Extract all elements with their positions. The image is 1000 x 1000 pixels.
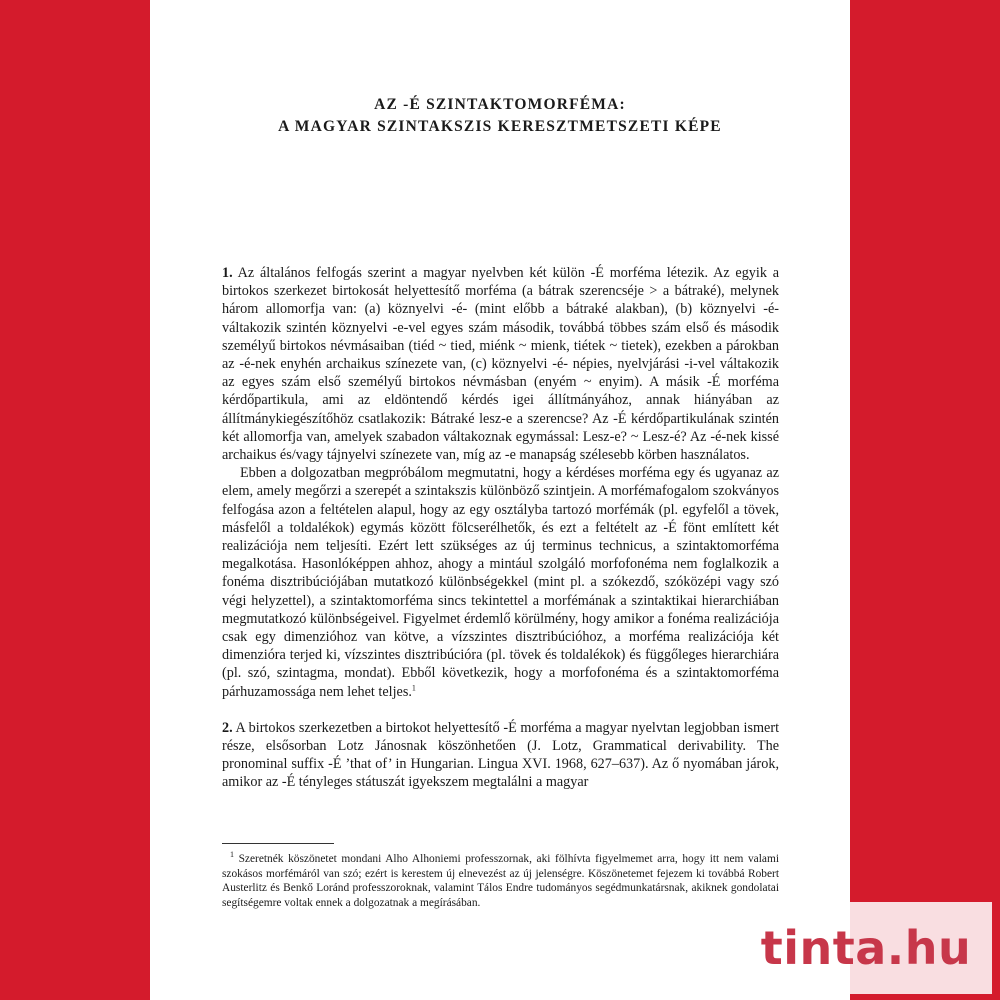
footnote: [222, 852, 779, 910]
section-1-number: 1.: [222, 265, 233, 281]
chapter-title-line-2: A MAGYAR SZINTAKSZIS KERESZTMETSZETI KÉPE: [278, 118, 722, 135]
footnote-divider: [222, 843, 334, 844]
section-2-paragraph-1-text: A birtokos szerkezetben a birtokot helyettesítő -É morféma a magyar nyelvtan legjobban ismert része, elsősorban Lotz Jánosnak köszönhetően (J. Lotz, Grammatical derivability. The pronominal suffix -É ’that of’ in Hungarian. Lingua XVI. 1968, 627–637). Az ő nyomában járok, amikor az -É tényleges státuszát igyekszem megtalálni a magyar: [222, 719, 780, 791]
section-1-paragraph-2: [222, 464, 779, 701]
footnote-reference[interactable]: 1: [411, 682, 416, 692]
section-1-paragraph-1-text: Az általános felfogás szerint a magyar nyelvben két külön -É morféma létezik. Az egyik a birtokos szerkezet birtokosát helyettesítő morféma (a bátrak szerencséje > a bátraké), melynek három allomorfja van: (a) köznyelvi -é- (mint előbb a bátraké alakban), (b) köznyelvi -é- váltakozik szintén köznyelvi -e-vel egyes szám második, továbbá többes szám első és második személyű birtokos névmásaiban (tiéd ~ tied, miénk ~ mienk, tiétek ~ tietek), ezekben a párokban az -é-nek enyhén archaikus színezete van, (c) köznyelvi -é- népies, nyelvjárási -i-vel váltakozik az egyes szám első személyű birtokos névmásban (enyém ~ enyim). A másik -É morféma kérdőpartikula, ami az eldöntendő kérdés igei állítmányához, annak hiányában az állítmánykiegészítőhöz csatlakozik: Bátraké lesz-e a szerencse? Az -É kérdőpartikulának szintén két allomorfja van, amelyek szabadon váltakoznak egymással: Lesz-e? ~ Lesz-é? Az -é-nek kissé archaikus és/vagy tájnyelvi színezete van, míg az -e manapság szélesebb körben használatos.: [222, 265, 779, 464]
section-2-number: 2.: [222, 719, 233, 736]
section-1-paragraph-1: [222, 264, 779, 464]
footnote-mark: 1: [230, 850, 234, 860]
chapter-title-line-1: AZ -É SZINTAKTOMORFÉMA:: [374, 96, 626, 113]
tinta-watermark-logo: tinta.hu: [740, 902, 992, 994]
chapter-title: [150, 94, 850, 138]
footnote-text: Szeretnék köszönetet mondani Alho Alhoniemi professzornak, aki fölhívta figyelmemet arra, hogy itt nem valami szokásos morfémáról van szó; ezért is kerestem új elnevezést az új jelenségre. Köszönetemet fejezem ki továbbá Robert Austerlitz és Benkő Loránd professzoroknak, valamint Tálos Endre tudományos segédmunkatársnak, akiknek gondolatai segítségemre voltak ennek a dolgozatnak a megírásában.: [222, 853, 779, 909]
section-2-paragraph-1: [222, 719, 779, 792]
section-1-paragraph-2-text: Ebben a dolgozatban megpróbálom megmutatni, hogy a kérdéses morféma egy és ugyanaz az elem, amely megőrzi a szerepét a szintakszis különböző szintjein. A morfémafogalom szokványos felfogása azon a feltételen alapul, hogy az egy osztályba tartozó morfémák (pl. egyfelől a tövek, másfelől a toldalékok) egymás között fölcserélhetők, és ezt a feltételt az -É fönt említett két realizációja nem teljesíti. Ezért lett szükséges az új terminus technicus, a szintaktomorféma megalkotása. Hasonlóképpen ahhoz, ahogy a mintául szolgáló morfofonéma nem foglalkozik a fonéma disztribúciójában mutatkozó különbségekkel (mint pl. a szókezdő, szóközépi vagy szó végi helyzettel), a szintaktomorféma sincs tekintettel a morfémának a szintaktikai hierarchiában megmutatkozó különbségeivel. Figyelmet érdemlő körülmény, hogy amikor a fonéma realizációja csak egy dimenzióhoz van kötve, a vízszintes disztribúcióhoz, a morféma realizációja két dimenzióra terjed ki, vízszintes disztribúcióra (pl. tövek és toldalékok) és függőleges hierarchiára (pl. szó, szintagma, mondat). Ebből következik, hogy a morfofonéma és a szintaktomorféma párhuzamossága nem lehet teljes.: [222, 465, 779, 700]
book-page: [150, 0, 850, 1000]
body-text: [222, 264, 779, 792]
